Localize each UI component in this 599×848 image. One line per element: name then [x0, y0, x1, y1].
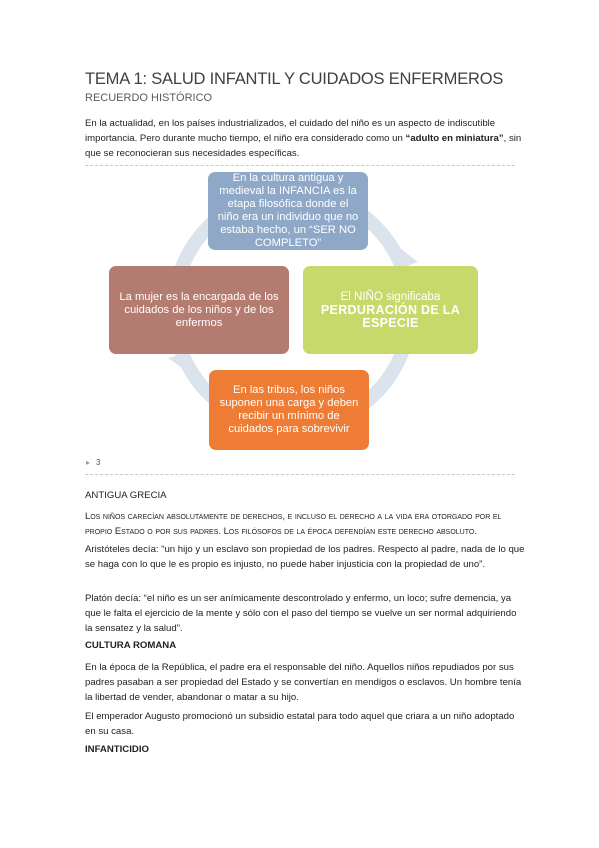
intro-text-before: En la actualidad, en los países industrializados, el cuidado del niño es un aspecto de indiscutible importancia. Pero durante mucho tiempo, el niño era considerado como un	[85, 118, 496, 144]
page-title: TEMA 1: SALUD INFANTIL Y CUIDADOS ENFERMEROS	[85, 70, 504, 88]
section-divider	[85, 165, 515, 166]
diagram-box-infancia	[208, 172, 368, 250]
intro-paragraph	[85, 116, 525, 161]
page-break-divider	[85, 474, 515, 475]
diagram-box-infancia-text: En la cultura antigua y medieval la INFANCIA es la etapa filosófica donde el niño era un individuo que no estaba hecho, un “SER NO COMPLETO”	[217, 172, 359, 249]
heading-infanticidio: INFANTICIDIO	[85, 744, 149, 755]
page-number: 3	[96, 458, 101, 467]
page-number-marker	[86, 458, 100, 467]
roma-paragraph-1: En la época de la República, el padre era el responsable del niño. Aquellos niños repudiados por sus padres pasaban a ser propiedad del Estado y se convertían en mendigos o esclavos. Un hombre tenía la libertad de vender, abandonar o matar a su hijo.	[85, 662, 522, 703]
grecia-paragraph-aristoteles: Aristóteles decía: “un hijo y un esclavo son propiedad de los padres. Respecto al padre, nada de lo que se haga con lo que le es propio es injusto, no puede haber injusticia con la propiedad de uno”.	[85, 544, 525, 570]
diagram-box-tribus	[209, 370, 369, 450]
grecia-paragraph-platon: Platón decía: “el niño es un ser anímicamente descontrolado y enfermo, un loco; sufre demencia, ya que le falta el ejercicio de la mente y sólo con el paso del tiempo se vuelve un ser normal adquiriendo la sensatez y la salud”.	[85, 593, 517, 634]
cycle-diagram	[100, 170, 500, 452]
diagram-box-tribus-text: En las tribus, los niños suponen una carga y deben recibir un mínimo de cuidados para sobrevivir	[219, 384, 359, 435]
triangle-icon: ▸	[86, 458, 91, 467]
diagram-box-mujer	[109, 266, 289, 354]
diagram-box-mujer-text: La mujer es la encargada de los cuidados de los niños y de los enfermos	[119, 290, 279, 329]
diagram-box-nino	[303, 266, 478, 354]
grecia-paragraph-1: Los niños carecían absolutamente de derechos, e incluso el derecho a la vida era otorgado por el propio Estado o por sus padres. Los filósofos de la época defendían este derecho absoluto.	[85, 510, 502, 536]
page-subtitle: RECUERDO HISTÓRICO	[85, 92, 213, 104]
roma-paragraph-2: El emperador Augusto promocionó un subsidio estatal para todo aquel que criara a un niño adoptado en su casa.	[85, 711, 515, 737]
heading-cultura-romana: CULTURA ROMANA	[85, 640, 177, 651]
intro-text-after: , sin que se reconocieran sus necesidades específicas.	[85, 133, 522, 159]
diagram-box-nino-line2: PERDURACIÓN DE LA ESPECIE	[320, 302, 461, 330]
diagram-box-nino-line1: El NIÑO significaba	[340, 290, 441, 303]
heading-antigua-grecia: ANTIGUA GRECIA	[85, 490, 167, 501]
intro-bold-phrase: “adulto en miniatura”	[405, 133, 504, 144]
